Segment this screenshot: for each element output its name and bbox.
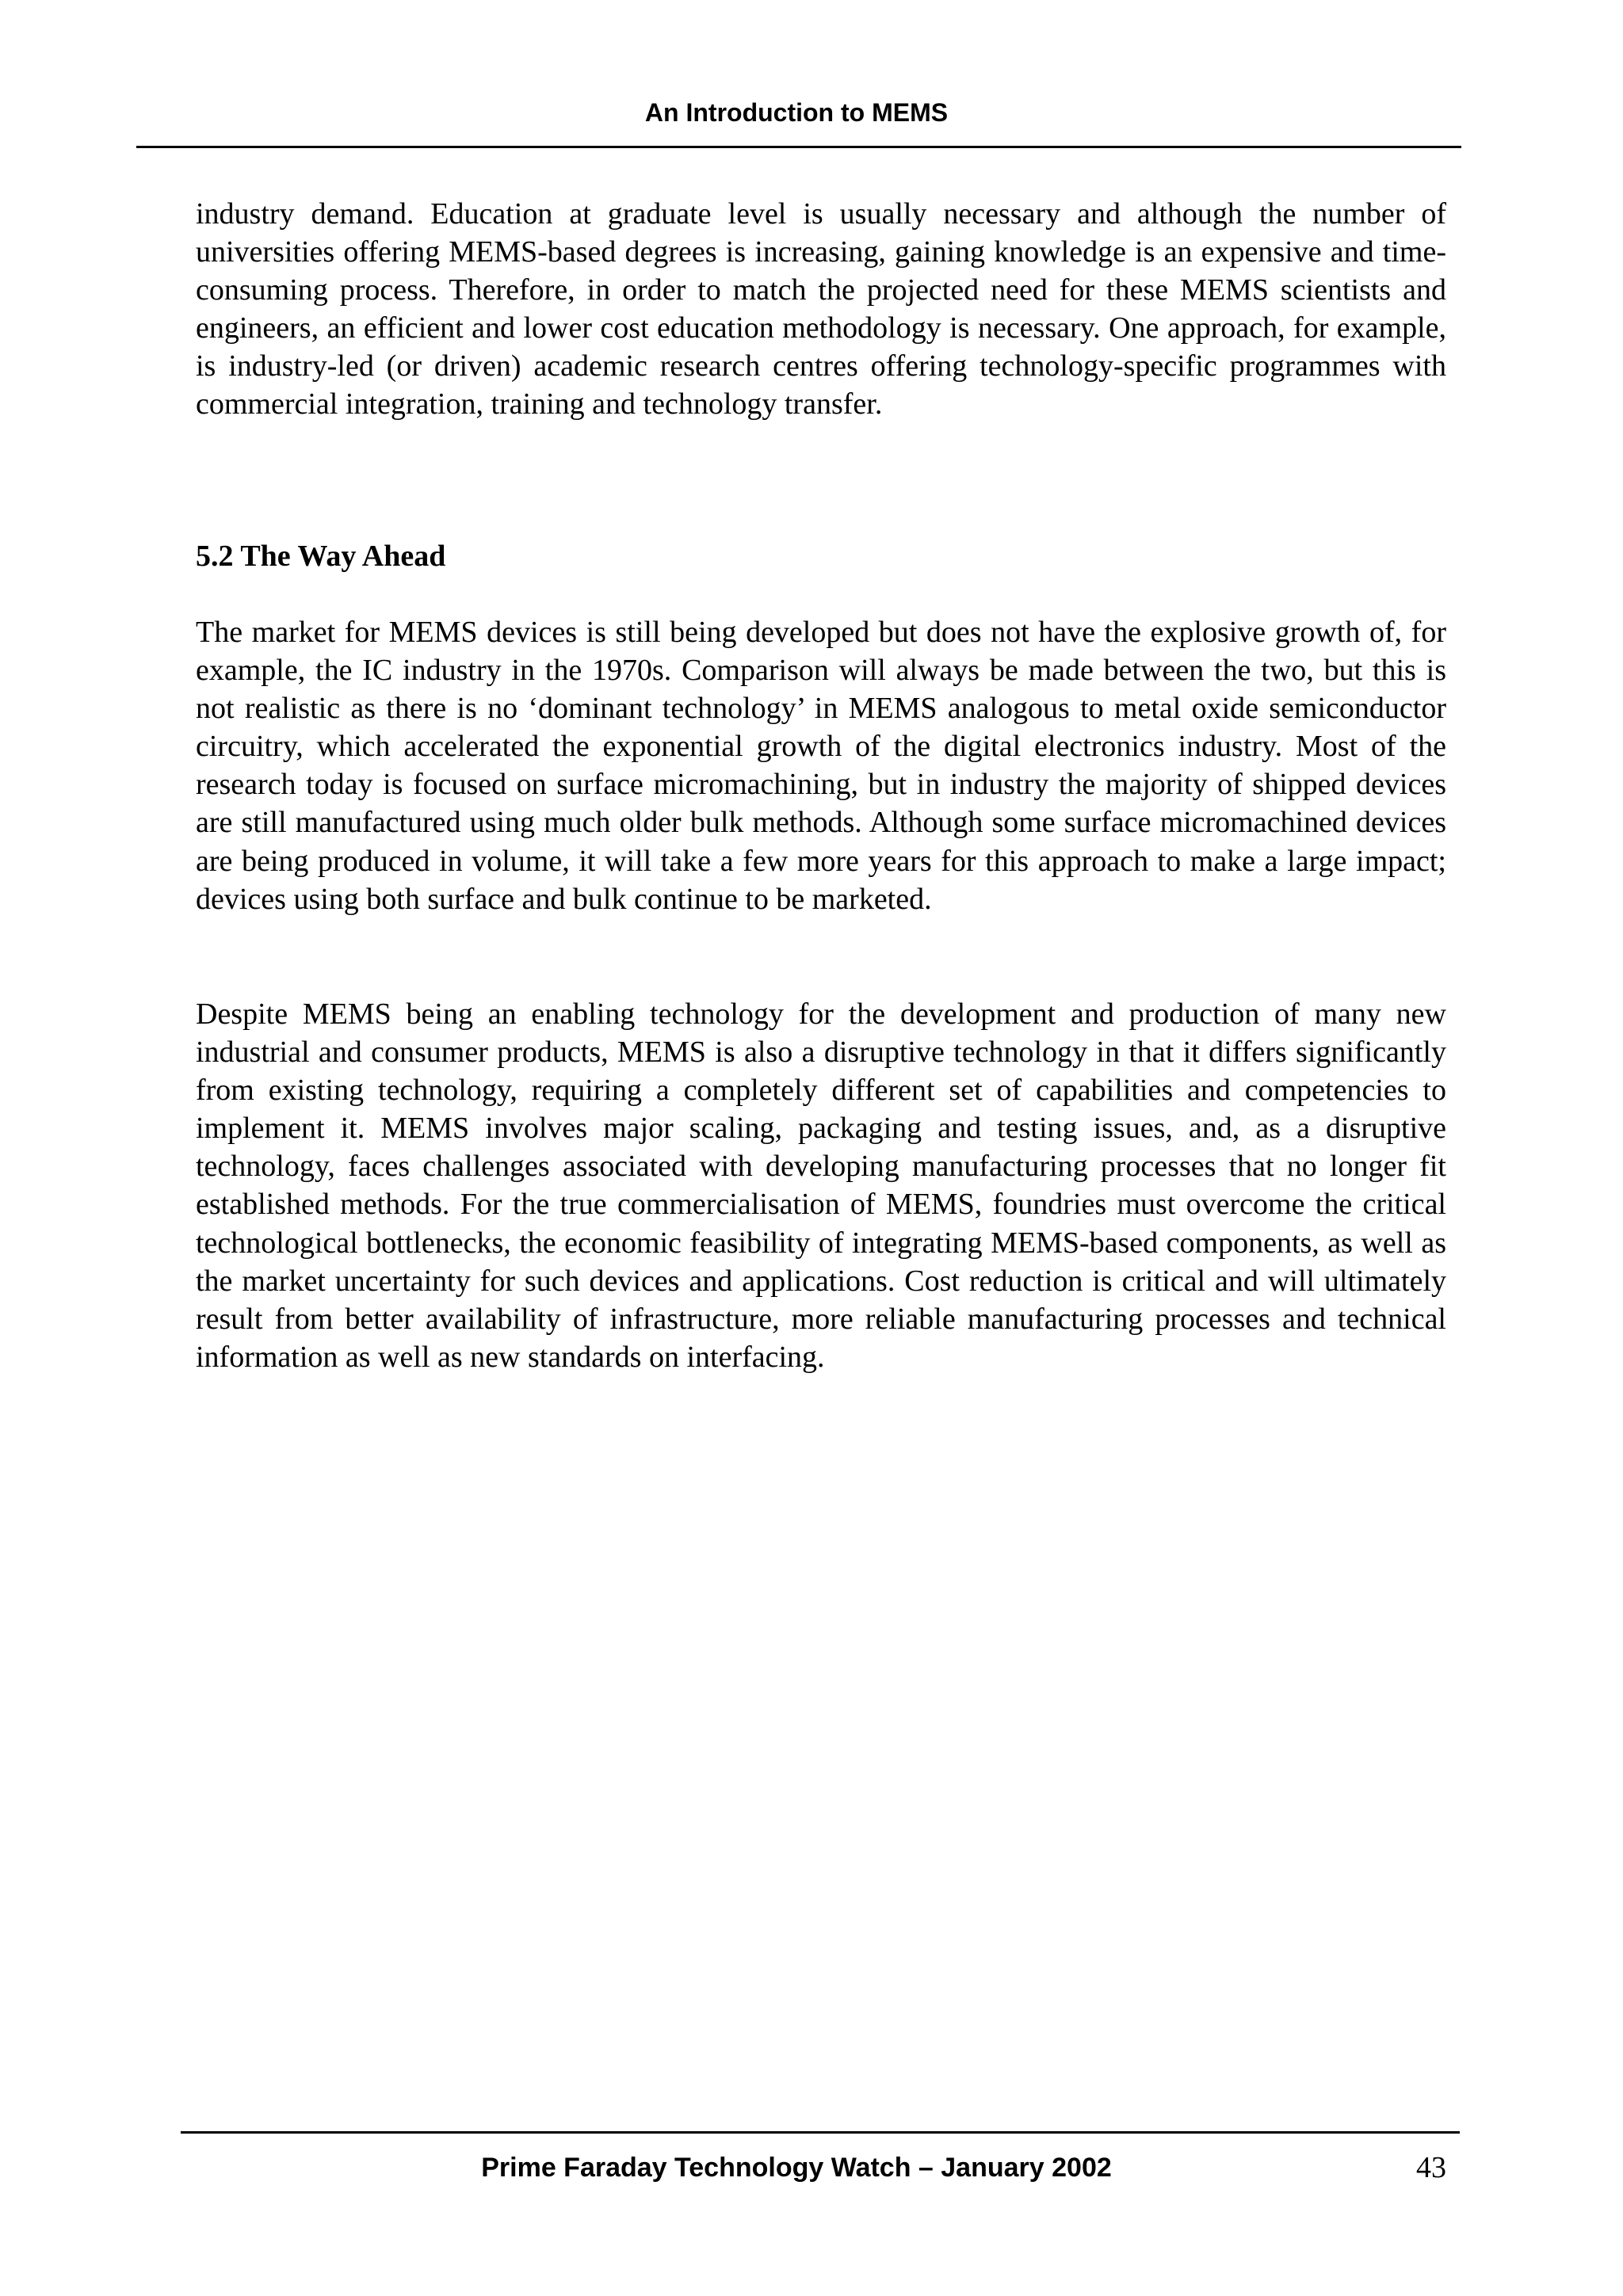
header-divider: [136, 146, 1461, 148]
body-paragraph-2: The market for MEMS devices is still being developed but does not have the explosive growth of, for example, the IC industry in the 1970s. Comparison will always be made between the two, but this is not realistic as there is no ‘dominant technology’ in MEMS analogous to metal oxide semiconductor circuitry, which accelerated the exponential growth of the digital electronics industry. Most of the research today is focused on surface micromachining, but in industry the majority of shipped devices are still manufactured using much older bulk methods. Although some surface micromachined devices are being produced in volume, it will take a few more years for this approach to make a large impact; devices using both surface and bulk continue to be marketed.: [196, 616, 1446, 916]
section-heading: 5.2 The Way Ahead: [196, 540, 446, 573]
body-paragraph-1: industry demand. Education at graduate level is usually necessary and although the number of universities offering MEMS-based degrees is increasing, gaining knowledge is an expensive and time-consuming process. Therefore, in order to match the projected need for these MEMS scientists and engineers, an efficient and lower cost education methodology is necessary. One approach, for example, is industry-led (or driven) academic research centres offering technology-specific programmes with commercial integration, training and technology transfer.: [196, 197, 1446, 421]
page-number: 43: [1416, 2151, 1446, 2184]
running-header: An Introduction to MEMS: [644, 98, 949, 127]
footer-divider: [181, 2131, 1460, 2134]
body-paragraph-3: Despite MEMS being an enabling technology for the development and production of many new industrial and consumer products, MEMS is also a disruptive technology in that it differs significantly from existing technology, requiring a completely different set of capabilities and competencies to implement it. MEMS involves major scaling, packaging and testing issues, and, as a disruptive technology, faces challenges associated with developing manufacturing processes that no longer fit established methods. For the true commercialisation of MEMS, foundries must overcome the critical technological bottlenecks, the economic feasibility of integrating MEMS-based components, as well as the market uncertainty for such devices and applications. Cost reduction is critical and will ultimately result from better availability of infrastructure, more reliable manufacturing processes and technical information as well as new standards on interfacing.: [196, 997, 1446, 1374]
running-footer: Prime Faraday Technology Watch – January 2002: [481, 2153, 1112, 2183]
